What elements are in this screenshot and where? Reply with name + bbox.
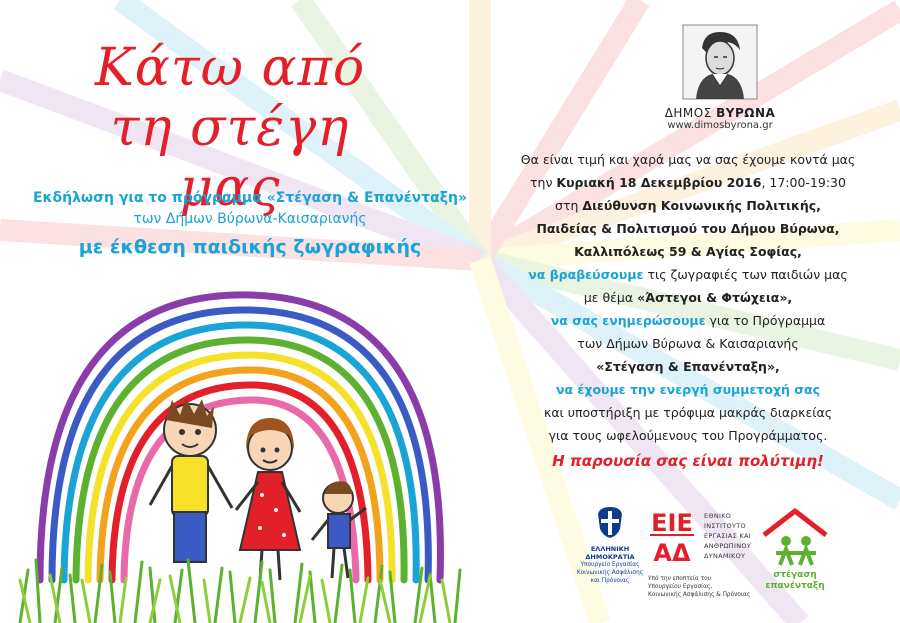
invitation-text [488,148,888,447]
eiead-monogram-icon [648,505,696,565]
father-figure [150,398,232,562]
hellenic-line-4: και Πρόνοιας [590,578,630,584]
hellenic-line-2: Υπουργείο Εργασίας [580,562,640,568]
body-line-4: Παιδείας & Πολιτισμού του Δήμου Βύρωνα, [536,221,840,236]
lord-byron-portrait-icon [682,24,758,100]
body-line-9: των Δήμων Βύρωνα & Καισαριανής [577,336,799,351]
hellenic-republic-logo [575,505,645,585]
body-line-5: Καλλιπόλεως 59 & Αγίας Σοφίας, [574,244,802,259]
municipality-logo-block [650,24,790,131]
body-line-13: για τους ωφελούμενους του Προγράμματος. [548,428,828,443]
body-line-7: με θέμα «Άστεγοι & Φτώχεια», [583,290,793,305]
body-line-1: Θα είναι τιμή και χαρά μας να σας έχουμε κοντά μας [520,152,856,167]
subtitle-line-2: των Δήμων Βύρωνα-Καισαριανής [133,211,367,227]
title-line-2: τη στέγη μας [110,98,350,218]
greek-coat-of-arms-icon [595,505,625,539]
eiead-letters-bottom: ΑΔ [653,539,691,565]
mother-figure [236,418,300,580]
body-line-11: να έχουμε την ενεργή συμμετοχή σας [555,382,821,397]
stegasi-line-2: επανένταξη [765,581,825,591]
body-line-6: να βραβεύσουμε τις ζωγραφιές των παιδιών μας [528,267,848,282]
stegasi-epanentaxi-logo [760,505,830,595]
eiead-full-name: ΕΘΝΙΚΟ ΙΝΣΤΙΤΟΥΤΟ ΕΡΓΑΣΙΑΣ ΚΑΙ ΑΝΘΡΩΠΙΝΟΥ ΔΥΝΑΜΙΚΟΥ [704,512,752,560]
hellenic-line-3: Κοινωνικής Ασφάλισης [576,570,644,576]
closing-statement: Η παρουσία σας είναι πολύτιμη! [552,452,824,470]
subtitle-line-1: Εκδήλωση για το πρόγραμμα «Στέγαση & Επανένταξη» [32,190,468,206]
stegasi-line-1: στέγαση [773,570,817,580]
body-line-10: «Στέγαση & Επανένταξη», [596,359,780,374]
eiead-supervision-note: Υπό την εποπτεία του Υπουργείου Εργασίας, Κοινωνικής Ασφάλισης & Πρόνοιας [648,576,751,598]
subtitle-line-3: με έκθεση παιδικής ζωγραφικής [78,236,422,258]
body-line-12: και υποστήριξη με τρόφιμα μακράς διαρκείας [543,405,833,420]
body-line-3: στη Διεύθυνση Κοινωνικής Πολιτικής, [555,198,821,213]
municipality-name: ΔΗΜΟΣ ΒΥΡΩΝΑ [664,106,776,120]
municipality-website: www.dimosbyrona.gr [667,120,773,131]
eiead-letters-top: ΕΙΕ [651,509,693,537]
body-line-2: την Κυριακή 18 Δεκεμβρίου 2016, 17:00-19:30 [530,175,846,190]
title-line-1: Κάτω από [94,38,366,98]
rainbow-family-drawing [0,250,470,623]
hellenic-title: ΕΛΛΗΝΙΚΗ ΔΗΜΟΚΡΑΤΙΑ [585,545,635,561]
body-line-8: να σας ενημερώσουμε για το Πρόγραμμα [550,313,826,328]
eiead-logo [648,505,778,615]
